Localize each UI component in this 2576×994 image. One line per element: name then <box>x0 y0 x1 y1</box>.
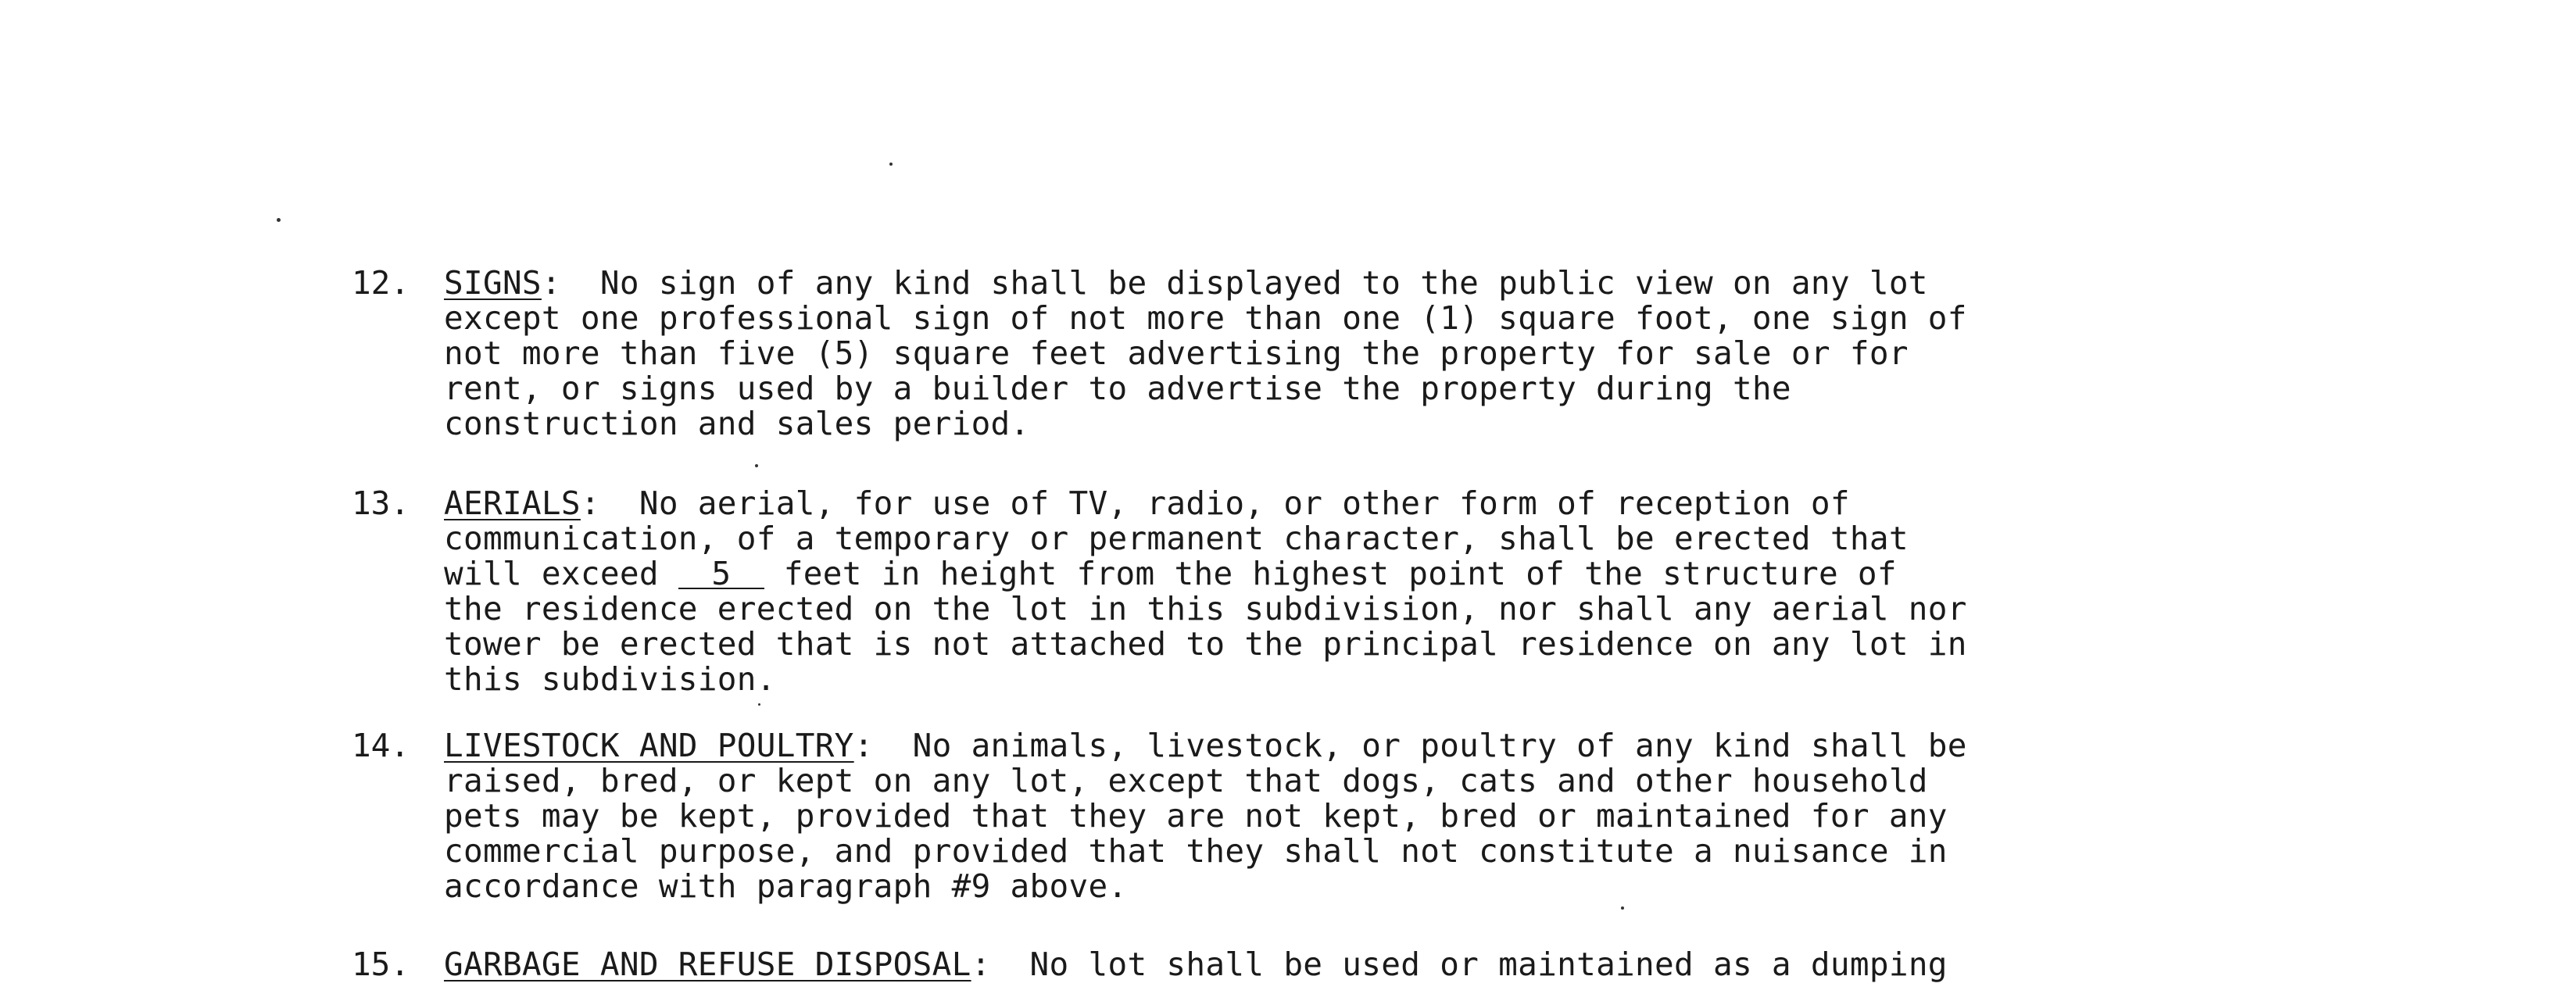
section-heading: SIGNS <box>444 264 542 302</box>
paragraph-line <box>444 556 1976 592</box>
section-heading: AERIALS <box>444 484 581 522</box>
scan-speck <box>1621 906 1624 910</box>
paragraph-line: not more than five (5) square feet advertising the property for sale or for <box>444 334 1909 372</box>
paragraph-line <box>444 947 1976 982</box>
paragraph-line <box>444 728 1976 763</box>
paragraph-line: commercial purpose, and provided that they shall not constitute a nuisance in <box>444 832 1948 870</box>
line-text: will exceed <box>444 555 678 592</box>
paragraph-number: 13. <box>352 484 410 522</box>
paragraph-line: the residence erected on the lot in this subdivision, nor shall any aerial nor <box>444 590 1967 628</box>
paragraph-line: accordance with paragraph #9 above. <box>444 867 1128 905</box>
paragraph-line: except one professional sign of not more than one (1) square foot, one sign of <box>444 299 1967 337</box>
scan-speck <box>889 163 893 166</box>
paragraph-line: this subdivision. <box>444 660 776 698</box>
scan-speck <box>277 218 281 222</box>
paragraph-line: communication, of a temporary or permanent character, shall be erected that <box>444 520 1909 557</box>
paragraph-body <box>444 266 1976 442</box>
heading-continuation: : No aerial, for use of TV, radio, or other form of reception of <box>580 484 1850 522</box>
line-text: feet in height from the highest point of the structure of <box>764 555 1897 592</box>
paragraph-line <box>444 266 1976 301</box>
scan-speck <box>758 703 760 706</box>
heading-continuation: : No animals, livestock, or poultry of any kind shall be <box>853 727 1967 764</box>
paragraph-line: tower be erected that is not attached to the principal residence on any lot in <box>444 625 1967 663</box>
paragraph-line: pets may be kept, provided that they are not kept, bred or maintained for any <box>444 797 1948 835</box>
paragraph-body <box>444 947 1976 982</box>
paragraph-line: construction and sales period. <box>444 405 1030 442</box>
paragraph-number: 14. <box>352 727 410 764</box>
paragraph-line: rent, or signs used by a builder to advertise the property during the <box>444 370 1791 407</box>
paragraph-body <box>444 486 1976 697</box>
section-heading: LIVESTOCK AND POULTRY <box>444 727 854 764</box>
heading-continuation: : No sign of any kind shall be displayed to the public view on any lot <box>541 264 1928 302</box>
paragraph-line: raised, bred, or kept on any lot, except that dogs, cats and other household <box>444 762 1928 799</box>
filled-blank-height: 5 <box>678 560 764 589</box>
paragraph-body <box>444 728 1976 904</box>
heading-continuation: : No lot shall be used or maintained as a dumping <box>971 946 1948 983</box>
paragraph-number: 15. <box>352 946 410 983</box>
paragraph-number: 12. <box>352 264 410 302</box>
scan-speck <box>755 464 758 467</box>
section-heading: GARBAGE AND REFUSE DISPOSAL <box>444 946 971 983</box>
paragraph-line <box>444 486 1976 521</box>
